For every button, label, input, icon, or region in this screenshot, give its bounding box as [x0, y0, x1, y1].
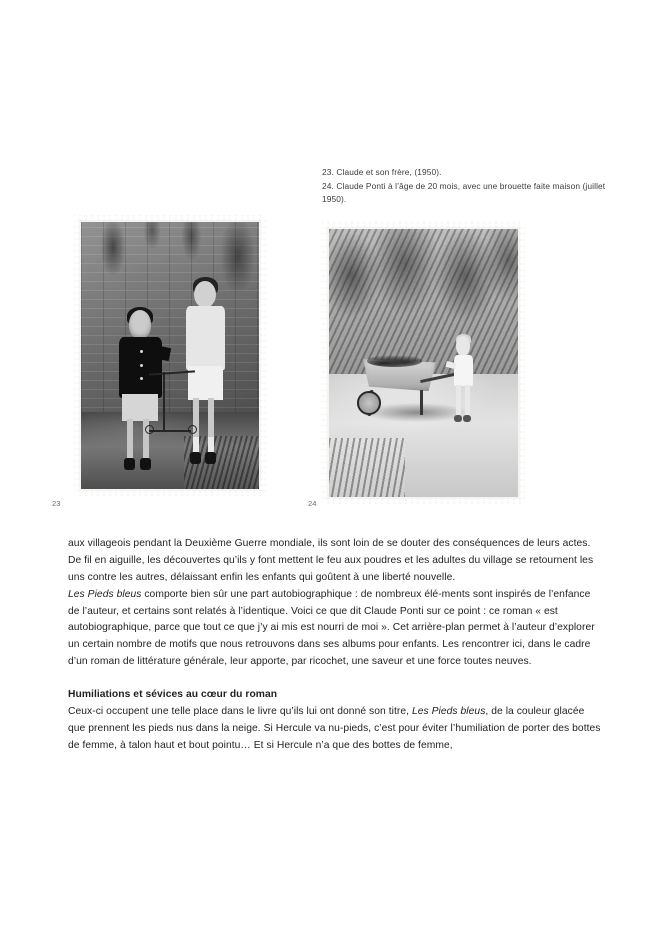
paragraph-3-b: , de la couleur glacée que prennent les pieds nus dans la neige. Si Hercule va nu-pieds, c’est pour éviter l’humiliation de porter des bottes de femme, à talon haut et bout pointu… Et si Hercule n’a que des bottes de femme, — [68, 705, 601, 751]
section-heading: Humiliations et sévices au cœur du roman — [68, 689, 278, 700]
deckle-edge-side — [520, 222, 525, 504]
caption-24: 24. Claude Ponti à l’âge de 20 mois, avec une brouette faite maison (juillet 1950). — [322, 180, 606, 205]
figure-number-right: 24 — [308, 499, 317, 508]
deckle-edge-side — [261, 215, 266, 496]
figure-23-photo — [74, 215, 266, 496]
book-title-italic-2: Les Pieds bleus — [411, 705, 486, 717]
paragraph-1: aux villageois pendant la Deuxième Guerre mondiale, ils sont loin de se douter des conséquences de leurs actes. De fil en aiguille, les découvertes qu’ils y font mettent le feu aux poudres et les adultes du village se retournent les uns contre les autres, délaissant enfin les enfants qui goûtent à une liberté nouvelle. — [68, 538, 594, 583]
deckle-edge-side — [74, 215, 79, 496]
paragraph-3 — [68, 704, 602, 755]
figure-number-left: 23 — [52, 499, 61, 508]
photo-bw-two-boys-icon — [81, 222, 259, 489]
book-title-italic: Les Pieds bleus — [68, 588, 142, 600]
paragraph-2-rest: comporte bien sûr une part autobiographique : de nombreux élé-ments sont inspirés de l’enfance de l’auteur, et certains sont relatés à l’identique. Voici ce que dit Claude Ponti sur ce point : ce roman « est autobiographique, parce que tout ce que j’y ai mis est nourri de moi ». Cet arrière-plan permet à l’auteur d’explorer un certain nombre de motifs que nous retrouvons dans ses albums pour enfants. Les rencontrer ici, dans le cadre d’un roman de littérature générale, leur apporte, par ricochet, une saveur et une force toutes neuves. — [68, 588, 595, 668]
body-text — [68, 536, 602, 755]
caption-23: 23. Claude et son frère, (1950). — [322, 167, 442, 177]
figure-captions — [322, 166, 622, 207]
deckle-edge-side — [322, 222, 327, 504]
paragraph-3-a: Ceux-ci occupent une telle place dans le livre qu’ils lui ont donné son titre, — [68, 705, 412, 717]
photo-bw-child-wheelbarrow-icon — [329, 229, 518, 497]
figure-24-photo — [322, 222, 525, 504]
paragraph-2 — [68, 587, 602, 671]
